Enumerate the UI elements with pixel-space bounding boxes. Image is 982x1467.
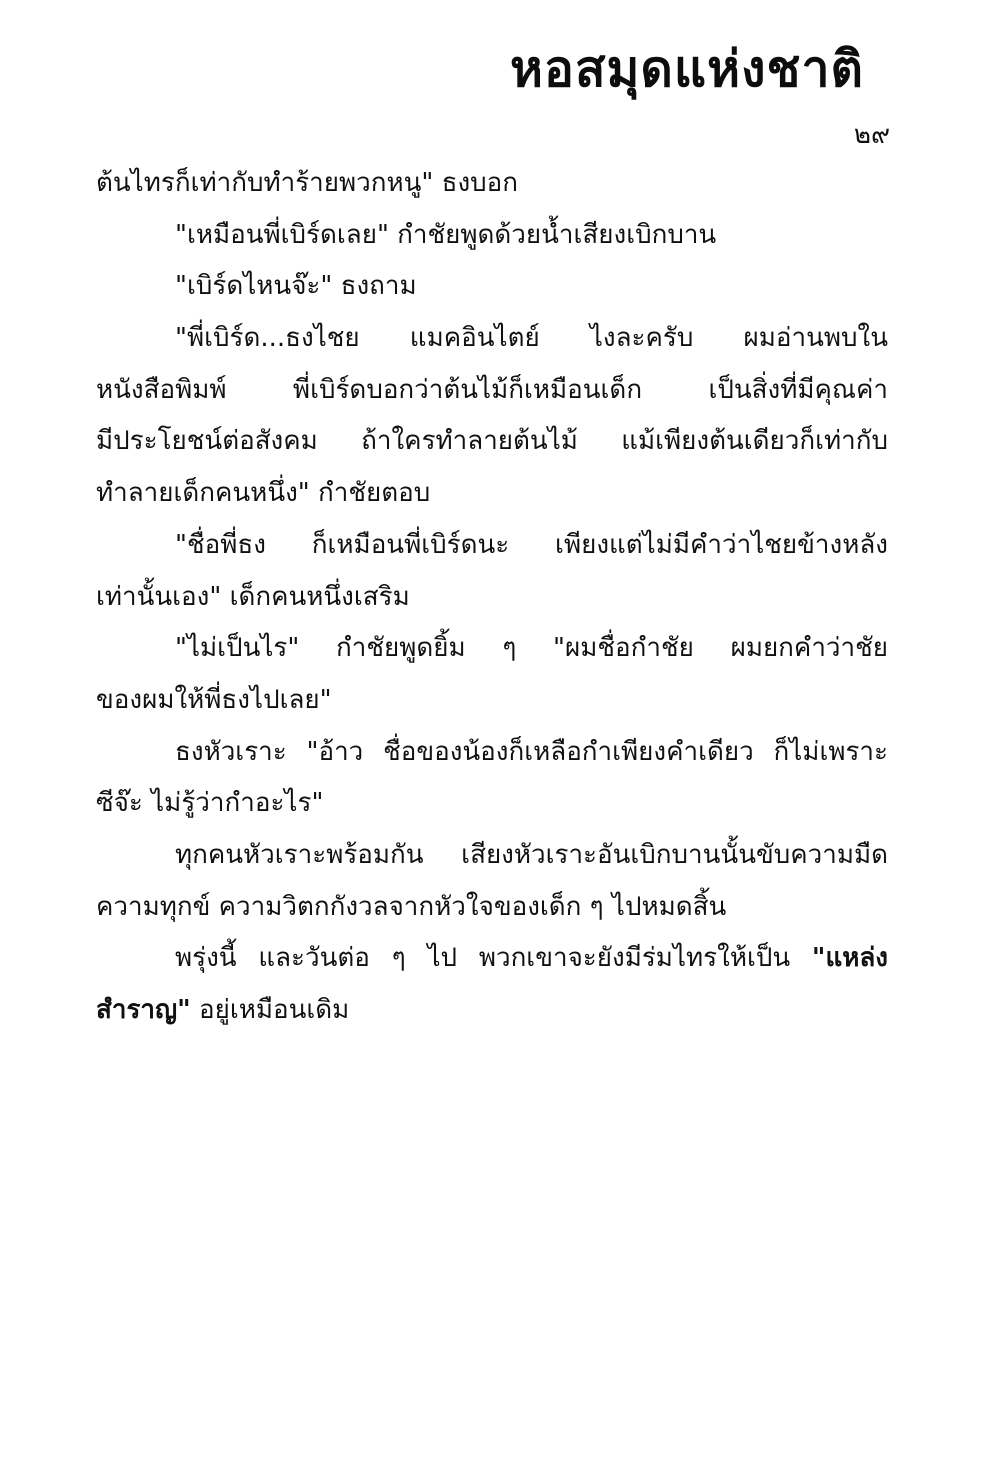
text-segment: อยู่เหมือนเดิม	[199, 995, 350, 1025]
library-stamp: หอสมุดแห่งชาติ	[509, 40, 864, 98]
text-line: ของผมให้พี่ธงไปเลย"	[96, 684, 332, 715]
text-line: ซีจ๊ะ ไม่รู้ว่ากำอะไร"	[96, 788, 324, 819]
text-line: ทุกคนหัวเราะพร้อมกัน เสียงหัวเราะอันเบิกบานนั้นขับความมืด	[175, 839, 888, 870]
text-line: "เหมือนพี่เบิร์ดเลย" กำชัยพูดด้วยน้ำเสียงเบิกบาน	[175, 219, 717, 250]
text-line	[96, 933, 888, 985]
emphasis-text: "แหล่ง	[811, 943, 888, 974]
text-line: "พี่เบิร์ด...ธงไชย แมคอินไตย์ ไงละครับ ผมอ่านพบใน	[175, 323, 888, 354]
text-line: ทำลายเด็กคนหนึ่ง" กำชัยตอบ	[96, 478, 431, 509]
text-line: ความทุกข์ ความวิตกกังวลจากหัวใจของเด็ก ๆ ไปหมดสิ้น	[96, 891, 727, 922]
text-line: "เบิร์ดไหนจ๊ะ" ธงถาม	[175, 271, 417, 302]
text-line: หนังสือพิมพ์ พี่เบิร์ดบอกว่าต้นไม้ก็เหมือนเด็ก เป็นสิ่งที่มีคุณค่า	[96, 374, 888, 405]
body-text	[96, 158, 888, 1037]
text-line: ธงหัวเราะ "อ้าว ชื่อของน้องก็เหลือกำเพียงคำเดียว ก็ไม่เพราะ	[175, 736, 888, 767]
text-line	[96, 985, 888, 1037]
text-line: มีประโยชน์ต่อสังคม ถ้าใครทำลายต้นไม้ แม้เพียงต้นเดียวก็เท่ากับ	[96, 426, 888, 457]
emphasis-text: สำราญ"	[96, 995, 191, 1025]
text-line: "ชื่อพี่ธง ก็เหมือนพี่เบิร์ดนะ เพียงแต่ไม่มีคำว่าไชยข้างหลัง	[175, 529, 888, 560]
text-segment: พรุ่งนี้ และวันต่อ ๆ ไป พวกเขาจะยังมีร่มไทรให้เป็น	[175, 943, 791, 974]
page-number: ๒๙	[853, 120, 890, 150]
text-line: เท่านั้นเอง" เด็กคนหนึ่งเสริม	[96, 581, 410, 612]
text-line: ต้นไทรก็เท่ากับทำร้ายพวกหนู" ธงบอก	[96, 168, 519, 198]
text-line: "ไม่เป็นไร" กำชัยพูดยิ้ม ๆ "ผมชื่อกำชัย ผมยกคำว่าชัย	[175, 633, 888, 664]
